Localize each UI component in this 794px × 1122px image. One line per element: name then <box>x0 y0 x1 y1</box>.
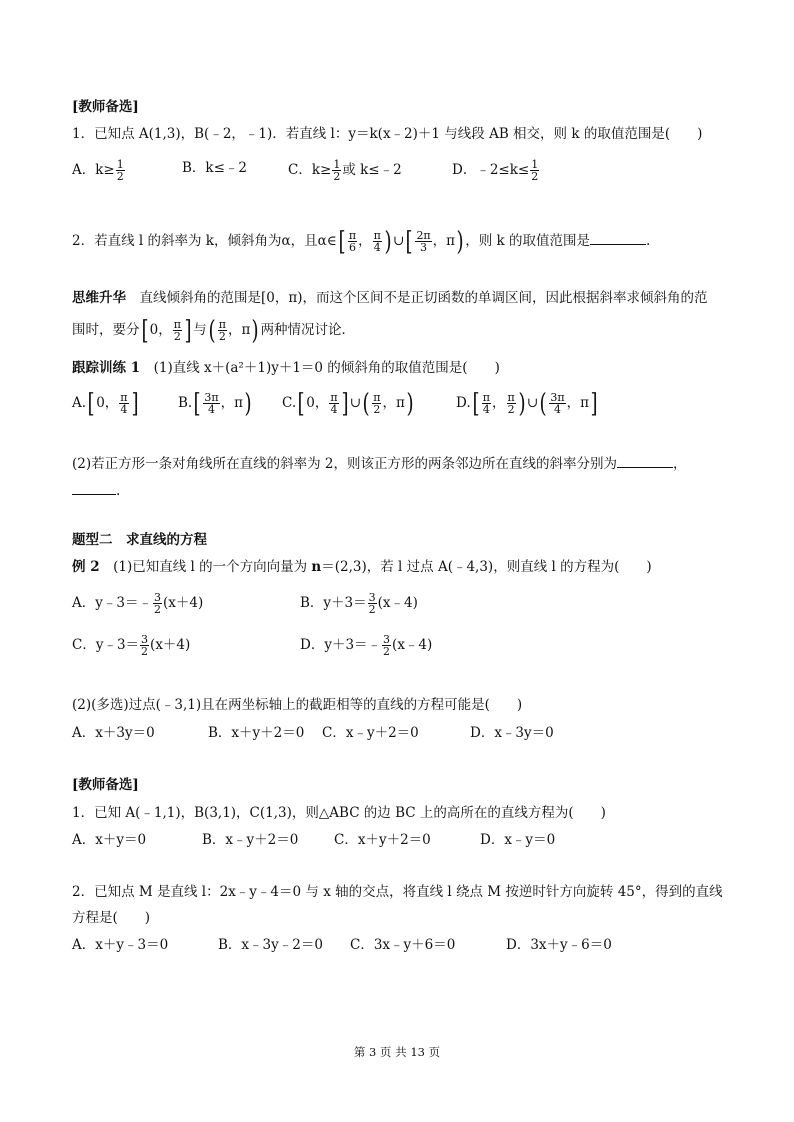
section-heading-type-2: 题型二 求直线的方程 <box>72 532 207 548</box>
thinking-line-2: 围时，要分[ 0， $\frac{\pi}{2}$ ] 与( $\frac{\pi}{2}$ ，π) 两种情况讨论． <box>72 315 356 346</box>
track-question-1-options <box>72 386 712 420</box>
answer-blank[interactable] <box>72 482 116 495</box>
option-a: A．x＋3y＝0 <box>72 725 155 741</box>
example-2-option-b: B．y＋3＝ $\frac{3}{2}$ (x﹣4) <box>300 591 418 616</box>
fraction: $\frac{1}{2}$ <box>531 158 539 183</box>
thinking-line-1: 思维升华 直线倾斜角的范围是[0，π)，而这个区间不是正切函数的单调区间，因此根据斜率求倾斜角的范 <box>72 290 708 306</box>
option-c: C.[ 0， $\frac{\pi}{4}$ ] ∪( $\frac{\pi}{2}$ ，π) <box>282 388 414 419</box>
extra-question-1-stem: 1．已知 A(﹣1,1)，B(3,1)，C(1,3)，则△ABC 的边 BC 上的高所在的直线方程为( ) <box>72 805 606 821</box>
extra-question-2-line-2: 方程是( ) <box>72 910 151 926</box>
section-heading-teacher-extra-1: [教师备选] <box>72 99 139 115</box>
question-2: 2．若直线 l 的斜率为 k，倾斜角为α，且α∈[ $\frac{\pi}{6}$ ， $\frac{\pi}{4}$ ) ∪[ $\frac{2\pi}{3}$ ，π) ，则 k 的取值范围是 . <box>72 226 651 257</box>
answer-blank[interactable] <box>590 232 646 245</box>
track-question-2-line-1: (2)若正方形一条对角线所在直线的斜率为 2，则该正方形的两条邻边所在直线的斜率分别为 ， <box>72 456 687 472</box>
option-c: C．x﹣y＋2＝0 <box>322 725 419 741</box>
example-2-stem: 例 2 (1)已知直线 l 的一个方向向量为 n＝(2,3)，若 l 过点 A(﹣4,3)，则直线 l 的方程为( ) <box>72 559 652 575</box>
option-a: A．x＋y＝0 <box>72 832 147 848</box>
thinking-label: 思维升华 <box>72 290 126 306</box>
fraction: $\frac{1}{2}$ <box>333 158 341 183</box>
option-a: A．k≥ $\frac{1}{2}$ <box>72 158 124 183</box>
fraction: $\frac{1}{2}$ <box>116 158 124 183</box>
question-1-options <box>72 153 672 185</box>
option-d: D．x﹣y＝0 <box>480 832 556 848</box>
option-b: B.[ $\frac{3\pi}{4}$ ，π) <box>178 388 252 419</box>
example-2-question-2: (2)(多选)过点(﹣3,1)且在两坐标轴上的截距相等的直线的方程可能是( ) <box>72 697 523 713</box>
option-a: A.[ 0， $\frac{\pi}{4}$ ] <box>72 388 139 419</box>
option-b: B．x﹣y＋2＝0 <box>202 832 299 848</box>
option-d: D．x﹣3y＝0 <box>470 725 554 741</box>
option-c: C．3x﹣y＋6＝0 <box>350 937 456 953</box>
option-d: D．3x＋y﹣6＝0 <box>506 937 612 953</box>
example-2-option-c: C．y﹣3＝ $\frac{3}{2}$ (x＋4) <box>72 633 191 658</box>
option-d: D.[ $\frac{\pi}{4}$ ， $\frac{\pi}{2}$ ) ∪( $\frac{3\pi}{4}$ ，π] <box>456 388 598 419</box>
track-label: 跟踪训练 1 <box>72 360 141 376</box>
section-heading-teacher-extra-2: [教师备选] <box>72 777 139 793</box>
answer-blank[interactable] <box>617 455 673 468</box>
example-label: 例 2 <box>72 559 100 575</box>
option-c: C．x＋y＋2＝0 <box>334 832 431 848</box>
track-question-1-stem: 跟踪训练 1 (1)直线 x＋(a²＋1)y＋1＝0 的倾斜角的取值范围是( ) <box>72 360 500 376</box>
option-b: B．x﹣3y﹣2＝0 <box>218 937 323 953</box>
question-1-stem: 1．已知点 A(1,3)，B(﹣2，﹣1)．若直线 l：y＝k(x﹣2)＋1 与线段 AB 相交，则 k 的取值范围是( ) <box>72 126 703 142</box>
page-footer: 第 3 页 共 13 页 <box>353 1045 441 1059</box>
option-b: B．k≤﹣2 <box>182 160 248 176</box>
option-b: B．x＋y＋2＝0 <box>208 725 305 741</box>
extra-question-2-line-1: 2．已知点 M 是直线 l：2x﹣y﹣4＝0 与 x 轴的交点，将直线 l 绕点 M 按逆时针方向旋转 45°，得到的直线 <box>72 884 723 900</box>
option-a: A．x＋y﹣3＝0 <box>72 937 169 953</box>
option-c: C．k≥ $\frac{1}{2}$ 或 k≤﹣2 <box>288 158 402 183</box>
example-2-option-a: A．y﹣3＝﹣ $\frac{3}{2}$ (x＋4) <box>72 591 204 616</box>
track-question-2-line-2: . <box>72 482 120 500</box>
option-d: D．﹣2≤k≤ $\frac{1}{2}$ <box>452 158 539 183</box>
example-2-option-d: D．y＋3＝﹣ $\frac{3}{2}$ (x﹣4) <box>300 633 433 658</box>
